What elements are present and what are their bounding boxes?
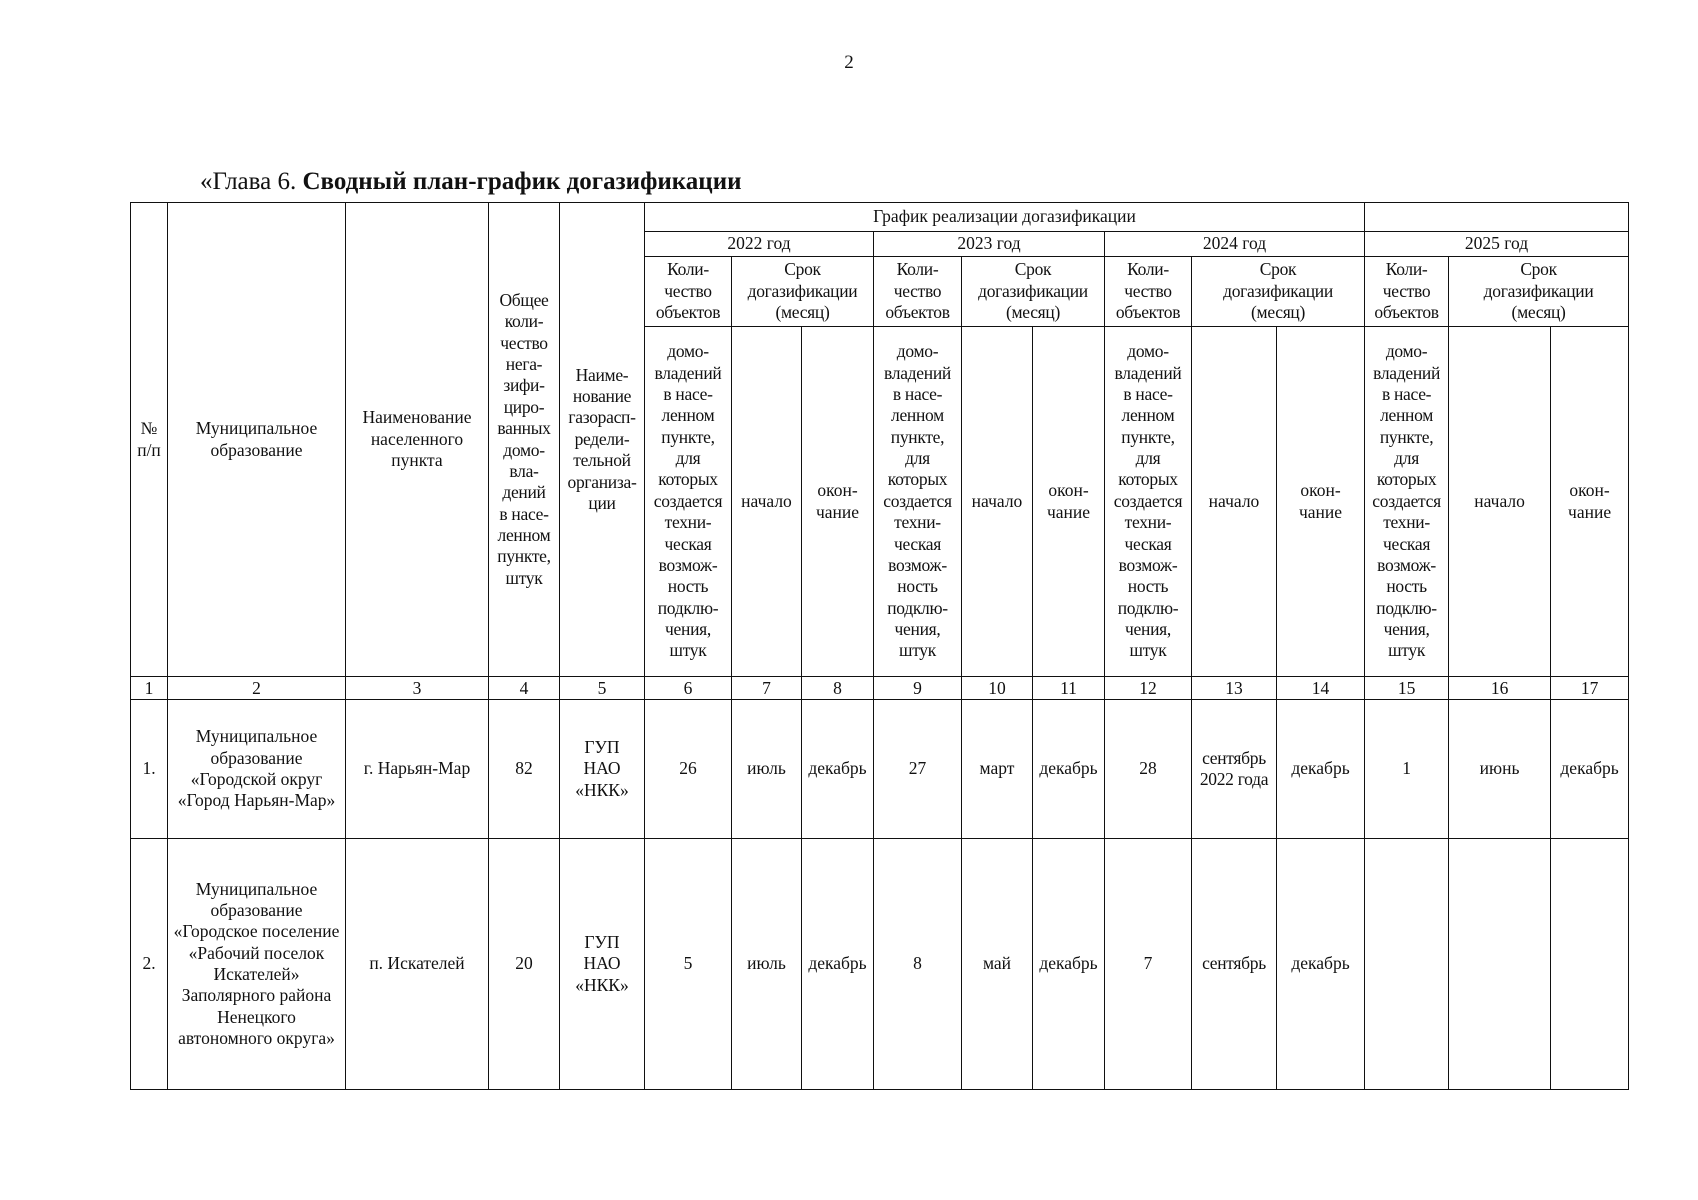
column-number-row [131, 677, 1629, 700]
column-number: 15 [1365, 677, 1449, 700]
end-2025-cell: декабрь [1551, 700, 1629, 839]
column-number: 2 [168, 677, 346, 700]
column-number: 11 [1033, 677, 1105, 700]
end-2022-cell: декабрь [802, 839, 874, 1090]
header-start-2022: начало [732, 327, 802, 677]
end-2024-cell: декабрь [1277, 839, 1365, 1090]
header-period-2024: Срок догазификации (месяц) [1192, 257, 1365, 327]
count-2023-cell: 8 [874, 839, 962, 1090]
end-2025-cell [1551, 839, 1629, 1090]
header-year-2023: 2023 год [874, 232, 1105, 257]
header-count-bottom-2024: домо- владений в насе- ленном пункте, для которых создается техни- ческая возмож- ность подклю- чения, штук [1105, 327, 1192, 677]
row-number: 2. [131, 839, 168, 1090]
settlement-cell: п. Искателей [346, 839, 489, 1090]
end-2023-cell: декабрь [1033, 839, 1105, 1090]
count-2024-cell: 28 [1105, 700, 1192, 839]
end-2024-cell: декабрь [1277, 700, 1365, 839]
start-2023-cell: май [962, 839, 1033, 1090]
start-2025-cell [1449, 839, 1551, 1090]
header-end-2025: окон- чание [1551, 327, 1629, 677]
column-number: 14 [1277, 677, 1365, 700]
end-2023-cell: декабрь [1033, 700, 1105, 839]
column-number: 6 [645, 677, 732, 700]
start-2022-cell: июль [732, 700, 802, 839]
start-2022-cell: июль [732, 839, 802, 1090]
title-bold: Сводный план-график догазификации [302, 168, 742, 195]
column-number: 7 [732, 677, 802, 700]
table-row [131, 700, 1629, 839]
count-2022-cell: 26 [645, 700, 732, 839]
settlement-cell: г. Нарьян-Мар [346, 700, 489, 839]
end-2022-cell: декабрь [802, 700, 874, 839]
start-2024-cell: сентябрь 2022 года [1192, 700, 1277, 839]
column-number: 1 [131, 677, 168, 700]
document-title [200, 168, 742, 196]
start-2024-cell: сентябрь [1192, 839, 1277, 1090]
column-number: 9 [874, 677, 962, 700]
header-count-top-2022: Коли- чество объектов [645, 257, 732, 327]
header-year-2025: 2025 год [1365, 232, 1629, 257]
header-year-2024: 2024 год [1105, 232, 1365, 257]
header-organization: Наиме- нование газорасп- редели- тельной организа- ции [560, 203, 645, 677]
organization-cell: ГУП НАО «НКК» [560, 700, 645, 839]
header-settlement: Наименование населенного пункта [346, 203, 489, 677]
column-number: 8 [802, 677, 874, 700]
title-prefix: «Глава 6. [200, 168, 303, 195]
header-schedule: График реализации догазификации [645, 203, 1365, 232]
header-end-2024: окон- чание [1277, 327, 1365, 677]
header-schedule-empty [1365, 203, 1629, 232]
column-number: 10 [962, 677, 1033, 700]
header-count-bottom-2025: домо- владений в насе- ленном пункте, для которых создается техни- ческая возмож- ность подклю- чения, штук [1365, 327, 1449, 677]
count-2023-cell: 27 [874, 700, 962, 839]
total-households-cell: 82 [489, 700, 560, 839]
header-num: № п/п [131, 203, 168, 677]
total-households-cell: 20 [489, 839, 560, 1090]
header-total-households: Общее коли- чество нега- зифи- циро- ванных домо- вла- дений в насе- ленном пункте, штук [489, 203, 560, 677]
column-number: 17 [1551, 677, 1629, 700]
header-count-bottom-2023: домо- владений в насе- ленном пункте, для которых создается техни- ческая возмож- ность подклю- чения, штук [874, 327, 962, 677]
header-count-bottom-2022: домо- владений в насе- ленном пункте, для которых создается техни- ческая возмож- ность подклю- чения, штук [645, 327, 732, 677]
header-period-2025: Срок догазификации (месяц) [1449, 257, 1629, 327]
start-2025-cell: июнь [1449, 700, 1551, 839]
column-number: 16 [1449, 677, 1551, 700]
header-year-2022: 2022 год [645, 232, 874, 257]
column-number: 4 [489, 677, 560, 700]
municipality-cell: Муниципальное образование «Городское поселение «Рабочий поселок Искателей» Заполярного района Ненецкого автономного округа» [168, 839, 346, 1090]
column-number: 13 [1192, 677, 1277, 700]
page-number: 2 [844, 52, 854, 73]
header-end-2022: окон- чание [802, 327, 874, 677]
municipality-cell: Муниципальное образование «Городской округ «Город Нарьян-Мар» [168, 700, 346, 839]
header-count-top-2023: Коли- чество объектов [874, 257, 962, 327]
header-end-2023: окон- чание [1033, 327, 1105, 677]
count-2025-cell [1365, 839, 1449, 1090]
gasification-schedule-table [130, 202, 1629, 1090]
header-period-2023: Срок догазификации (месяц) [962, 257, 1105, 327]
count-2022-cell: 5 [645, 839, 732, 1090]
header-municipality: Муниципальное образование [168, 203, 346, 677]
header-count-top-2024: Коли- чество объектов [1105, 257, 1192, 327]
header-count-top-2025: Коли- чество объектов [1365, 257, 1449, 327]
count-2025-cell: 1 [1365, 700, 1449, 839]
header-start-2023: начало [962, 327, 1033, 677]
start-2023-cell: март [962, 700, 1033, 839]
column-number: 3 [346, 677, 489, 700]
row-number: 1. [131, 700, 168, 839]
header-period-2022: Срок догазификации (месяц) [732, 257, 874, 327]
column-number: 5 [560, 677, 645, 700]
table-row [131, 839, 1629, 1090]
column-number: 12 [1105, 677, 1192, 700]
organization-cell: ГУП НАО «НКК» [560, 839, 645, 1090]
header-start-2025: начало [1449, 327, 1551, 677]
header-start-2024: начало [1192, 327, 1277, 677]
count-2024-cell: 7 [1105, 839, 1192, 1090]
